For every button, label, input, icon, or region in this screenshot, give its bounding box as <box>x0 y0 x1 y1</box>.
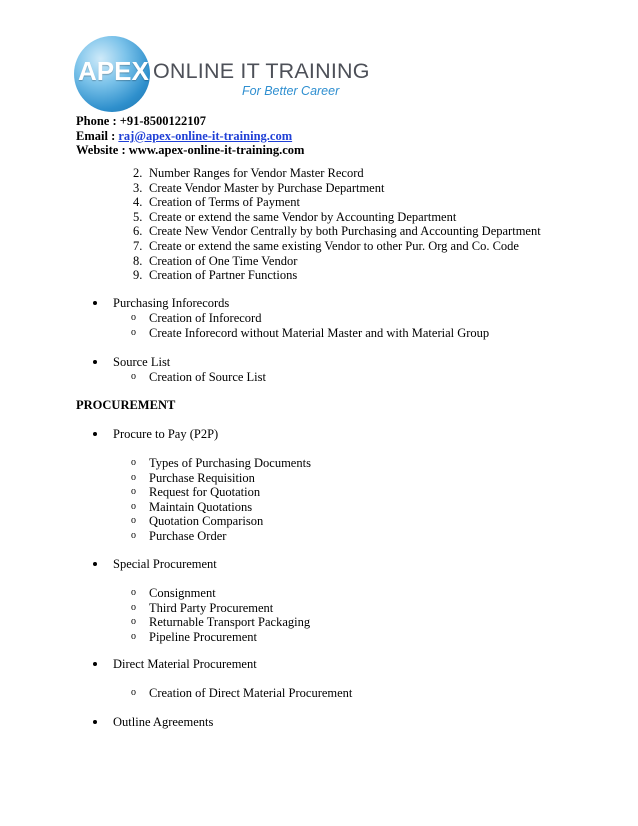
email-link[interactable]: raj@apex-online-it-training.com <box>118 128 293 143</box>
website-line: Website : www.apex-online-it-training.com <box>76 143 305 157</box>
list-item: 3. Create Vendor Master by Purchase Department <box>133 180 385 195</box>
logo-name: ONLINE IT TRAINING <box>153 59 370 83</box>
bullet-direct-material: Direct Material Procurement <box>113 657 257 672</box>
list-item: 2. Number Ranges for Vendor Master Record <box>133 166 364 180</box>
list-item: o Request for Quotation <box>131 485 261 500</box>
list-item: o Purchase Order <box>131 528 227 543</box>
bullet-outline-agreements: Outline Agreements <box>113 715 213 730</box>
list-item: o Consignment <box>131 586 216 600</box>
bullet-special-procurement: Special Procurement <box>113 557 217 572</box>
inforecord-sublist <box>131 311 489 340</box>
list-item: o Create Inforecord without Material Master and with Material Group <box>131 325 490 340</box>
email-line: Email : raj@apex-online-it-training.com <box>76 128 293 143</box>
list-item: 6. Create New Vendor Centrally by both Purchasing and Accounting Department <box>133 224 541 239</box>
source-list-sublist <box>131 370 266 385</box>
contact-block <box>76 114 304 158</box>
list-item: o Returnable Transport Packaging <box>131 615 311 630</box>
bullet-icon <box>93 662 97 666</box>
list-item: o Creation of Inforecord <box>131 311 262 325</box>
bullet-icon <box>93 562 97 566</box>
bullet-icon <box>93 360 97 364</box>
list-item: o Purchase Requisition <box>131 470 255 485</box>
phone-line: Phone : +91-8500122107 <box>76 114 207 128</box>
list-item: o Creation of Source List <box>131 370 266 384</box>
bullet-icon <box>93 432 97 436</box>
company-logo <box>74 36 374 112</box>
bullet-procure-to-pay: Procure to Pay (P2P) <box>113 427 218 442</box>
bullet-icon <box>93 301 97 305</box>
list-item: 5. Create or extend the same Vendor by Accounting Department <box>133 209 457 224</box>
special-sublist <box>131 586 310 644</box>
list-item: 8. Creation of One Time Vendor <box>133 253 298 268</box>
logo-brand: APEX <box>78 56 149 86</box>
list-item: 4. Creation of Terms of Payment <box>133 195 300 210</box>
list-item: o Creation of Direct Material Procurement <box>131 686 353 700</box>
website-value: www.apex-online-it-training.com <box>128 143 305 157</box>
logo-tagline: For Better Career <box>242 84 340 98</box>
list-item: o Maintain Quotations <box>131 499 253 514</box>
bullet-purchasing-inforecords: Purchasing Inforecords <box>113 296 229 311</box>
list-item: 9. Creation of Partner Functions <box>133 268 298 283</box>
p2p-sublist <box>131 456 311 544</box>
bullet-source-list: Source List <box>113 355 170 370</box>
list-item: 7. Create or extend the same existing Vendor to other Pur. Org and Co. Code <box>133 238 519 253</box>
direct-sublist <box>131 686 352 701</box>
list-item: o Types of Purchasing Documents <box>131 456 311 470</box>
list-item: o Quotation Comparison <box>131 514 264 529</box>
vendor-numbered-list <box>133 166 541 283</box>
bullet-icon <box>93 720 97 724</box>
list-item: o Pipeline Procurement <box>131 629 257 644</box>
procurement-heading: PROCUREMENT <box>76 398 176 412</box>
list-item: o Third Party Procurement <box>131 600 274 615</box>
phone-value: +91-8500122107 <box>119 114 207 128</box>
